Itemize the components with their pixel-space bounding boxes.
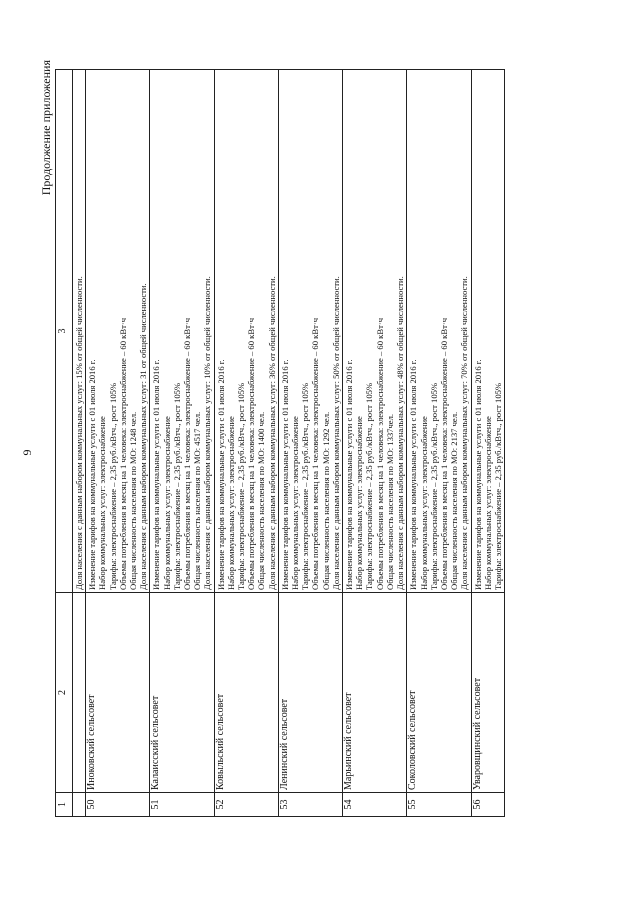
appendix-table (55, 69, 505, 817)
row-number: 54 (343, 793, 407, 817)
tariff-detail-line: Тарифы: электроснабжение – 2,35 руб./кВтч., рост 105% (236, 382, 247, 590)
tariff-detail-line: Доля населения с данным набором коммунальных услуг: 48% от общей численности. (395, 276, 406, 590)
tariff-detail-line: Доля населения с данным набором коммунальных услуг: 50% от общей численности. (330, 276, 341, 590)
tariff-details (471, 70, 505, 593)
table-body (86, 70, 505, 817)
tariff-detail-line: Изменение тарифов на коммунальные услуги с 01 июля 2016 г. (472, 359, 483, 590)
tariff-detail-line: Объемы потребления в месяц на 1 человека: электроснабжение – 60 кВт·ч (374, 317, 385, 590)
table-row (407, 70, 471, 817)
municipality-name: Уваровщинский сельсовет (471, 593, 505, 793)
municipality-name: Марьинский сельсовет (343, 593, 407, 793)
table-row (343, 70, 407, 817)
municipality-name: Калаисский сельсовет (150, 593, 214, 793)
tariff-details (278, 70, 342, 593)
tariff-detail-line: Набор коммунальных услуг: электроснабжение (418, 416, 429, 590)
tariff-detail-line: Тарифы: электроснабжение – 2,35 руб./кВтч., рост 105% (300, 382, 311, 590)
tariff-detail-line: Набор коммунальных услуг: электроснабжение (482, 416, 493, 590)
table-row (471, 70, 505, 817)
tariff-detail-line: Набор коммунальных услуг: электроснабжение (354, 416, 365, 590)
tariff-detail-line: Доля населения с данным набором коммунальных услуг: 36% от общей численности. (266, 276, 277, 590)
tariff-details (407, 70, 471, 593)
row-number: 50 (86, 793, 150, 817)
tariff-detail-line: Изменение тарифов на коммунальные услуги с 01 июля 2016 г. (279, 359, 290, 590)
tariff-detail-line: Общая численность населения по МО: 1337чел. (384, 413, 395, 590)
continuation-caption: Продолжение приложения (39, 60, 53, 196)
tariff-details (343, 70, 407, 593)
table-row (150, 70, 214, 817)
continued-row-line: Доля населения с данным набором коммунальных услуг: 15% от общей численности. (74, 276, 84, 590)
municipality-name: Ленинский сельсовет (278, 593, 342, 793)
tariff-detail-line: Тарифы: электроснабжение – 2,35 руб./кВтч., рост 105% (364, 382, 375, 590)
header-col-3: 3 (56, 70, 73, 593)
tariff-detail-line: Объемы потребления в месяц на 1 человека: электроснабжение – 60 кВт·ч (438, 317, 449, 590)
tariff-detail-line: Доля населения с данным набором коммунальных услуг: 31 от общей численности. (138, 283, 149, 590)
tariff-detail-line: Набор коммунальных услуг: электроснабжение (97, 416, 108, 590)
row-number: 52 (214, 793, 278, 817)
table-row (278, 70, 342, 817)
table-row (214, 70, 278, 817)
tariff-detail-line: Доля населения с данным набором коммунальных услуг: 70% от общей численности. (459, 276, 470, 590)
tariff-detail-line: Набор коммунальных услуг: электроснабжение (290, 416, 301, 590)
continued-row-text (73, 70, 86, 593)
tariff-detail-line: Тарифы: электроснабжение – 2,35 руб./кВтч., рост 105% (492, 382, 503, 590)
municipality-name: Соколовский сельсовет (407, 593, 471, 793)
tariff-detail-line: Тарифы: электроснабжение – 2,35 руб./кВтч., рост 105% (171, 382, 182, 590)
tariff-detail-line: Общая численность населения по МО: 1292 чел. (320, 411, 331, 590)
tariff-detail-line: Объемы потребления в месяц на 1 человека: электроснабжение – 60 кВт·ч (310, 317, 321, 590)
tariff-detail-line: Доля населения с данным набором коммунальных услуг: 10% от общей численности. (202, 276, 213, 590)
municipality-name: Ковыльский сельсовет (214, 593, 278, 793)
row-number: 53 (278, 793, 342, 817)
tariff-detail-line: Изменение тарифов на коммунальные услуги с 01 июля 2016 г. (408, 359, 419, 590)
tariff-details (86, 70, 150, 593)
tariff-detail-line: Изменение тарифов на коммунальные услуги с 01 июля 2016 г. (215, 359, 226, 590)
tariff-detail-line: Тарифы: электроснабжение – 2,35 руб./кВтч., рост 105% (428, 382, 439, 590)
tariff-detail-line: Изменение тарифов на коммунальные услуги с 01 июля 2016 г. (87, 359, 98, 590)
tariff-detail-line: Объемы потребления в месяц на 1 человека: электроснабжение – 60 кВт·ч (246, 317, 257, 590)
tariff-details (214, 70, 278, 593)
header-col-1: 1 (56, 793, 73, 817)
table-row (86, 70, 150, 817)
header-col-2: 2 (56, 593, 73, 793)
tariff-detail-line: Общая численность населения по МО: 1400 чел. (256, 411, 267, 590)
municipality-name: Иноковский сельсовет (86, 593, 150, 793)
tariff-detail-line: Изменение тарифов на коммунальные услуги с 01 июля 2016 г. (344, 359, 355, 590)
tariff-detail-line: Общая численность населения по МО: 2137 чел. (449, 411, 460, 590)
table-header-row (56, 70, 73, 817)
continued-row-name (73, 593, 86, 793)
tariff-detail-line: Общая численность населения по МО: 4517 чел. (192, 411, 203, 590)
tariff-detail-line: Набор коммунальных услуг: электроснабжение (225, 416, 236, 590)
tariff-detail-line: Объемы потребления в месяц на 1 человека: электроснабжение – 60 кВт·ч (182, 317, 193, 590)
tariff-detail-line: Объемы потребления в месяц на 1 человека: электроснабжение – 60 кВт·ч (117, 317, 128, 590)
page-number: 9 (20, 449, 34, 456)
tariff-details (150, 70, 214, 593)
tariff-detail-line: Тарифы: электроснабжение – 2,35 руб./кВтч., рост 105% (107, 382, 118, 590)
tariff-detail-line: Общая численность населения по МО: 1248 чел. (128, 411, 139, 590)
row-number: 55 (407, 793, 471, 817)
row-number: 51 (150, 793, 214, 817)
tariff-detail-line: Набор коммунальных услуг: электроснабжение (161, 416, 172, 590)
continued-row (73, 70, 86, 817)
continued-row-num (73, 793, 86, 817)
tariff-detail-line: Изменение тарифов на коммунальные услуги с 01 июля 2016 г. (151, 359, 162, 590)
row-number: 56 (471, 793, 505, 817)
